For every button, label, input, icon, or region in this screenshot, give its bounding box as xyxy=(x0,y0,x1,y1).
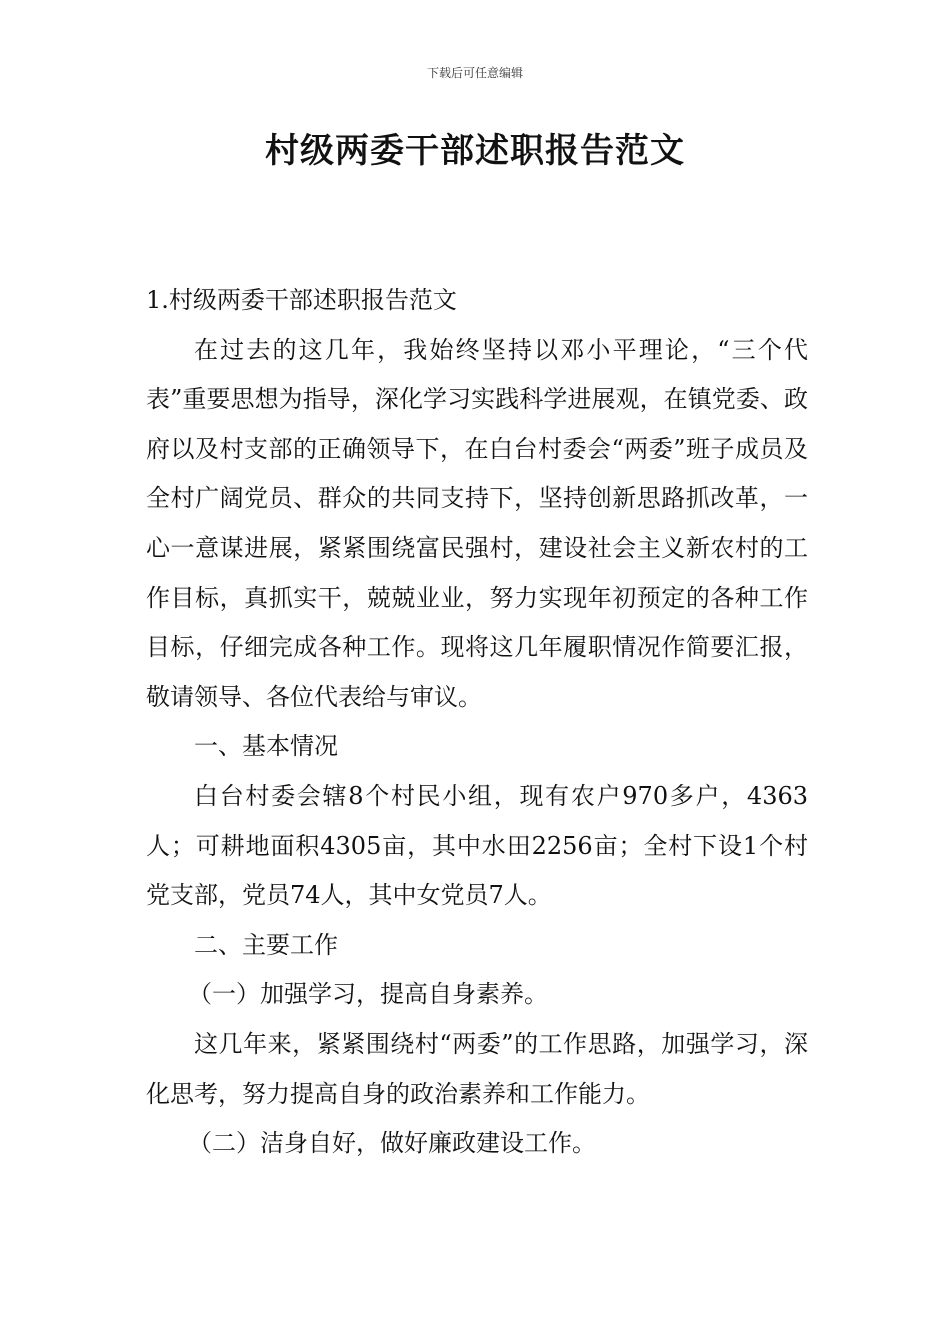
header-note: 下载后可任意编辑 xyxy=(426,66,523,80)
intro-paragraph: 在过去的这几年，我始终坚持以邓小平理论，“三个代表”重要思想为指导，深化学习实践科学进展观，在镇党委、政府以及村支部的正确领导下，在白台村委会“两委”班子成员及全村广阔党员、群众的共同支持下，坚持创新思路抓改革，一心一意谋进展，紧紧围绕富民强村，建设社会主义新农村的工作目标，真抓实干，兢兢业业，努力实现年初预定的各种工作目标，仔细完成各种工作。现将这几年履职情况作简要汇报，敬请领导、各位代表给与审议。 xyxy=(146,335,808,711)
subsection-2-heading: （二）洁身自好，做好廉政建设工作。 xyxy=(188,1129,596,1158)
subsection-1-paragraph: 这几年来，紧紧围绕村“两委”的工作思路，加强学习，深化思考，努力提高自身的政治素养和工作能力。 xyxy=(146,1029,808,1108)
document-body xyxy=(146,276,808,1169)
basic-situation-paragraph: 白台村委会辖8个村民小组，现有农户970多户，4363人；可耕地面积4305亩，其中水田2256亩；全村下设1个村党支部，党员74人，其中女党员7人。 xyxy=(146,781,808,910)
main-work-heading: 二、主要工作 xyxy=(194,930,338,959)
section-heading: 1.村级两委干部述职报告范文 xyxy=(146,286,457,314)
basic-situation-heading: 一、基本情况 xyxy=(194,732,338,761)
subsection-1-heading: （一）加强学习，提高自身素养。 xyxy=(188,980,548,1009)
document-title: 村级两委干部述职报告范文 xyxy=(265,131,685,171)
